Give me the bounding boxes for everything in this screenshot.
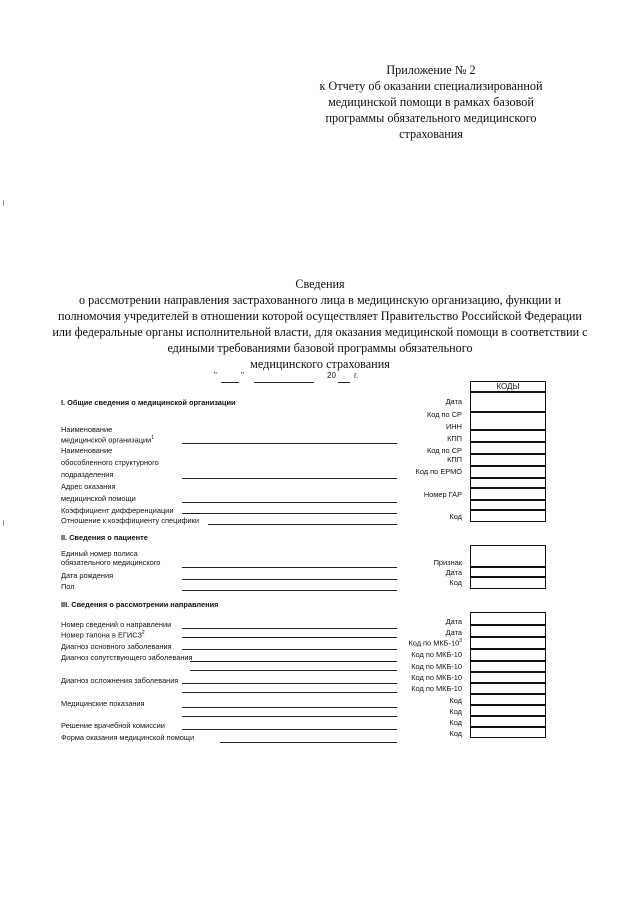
s1-code-label: Код по ЕРМО (415, 467, 462, 476)
document-title (40, 276, 600, 372)
scan-edge-mark (3, 520, 4, 526)
s1-code-cell[interactable] (470, 392, 546, 412)
s2-code-label: Дата (445, 568, 462, 577)
s3-code-label: Код по МКБ-10 (411, 673, 462, 682)
appendix-line-4: программы обязательного медицинского (325, 111, 537, 125)
s3-code-cell[interactable] (470, 637, 546, 649)
s3-code-cell[interactable] (470, 625, 546, 637)
diag-main-field[interactable] (182, 649, 397, 650)
s3-code-label: Дата (445, 617, 462, 626)
title-line-1: о рассмотрении направления застрахованного лица в медицинскую организацию, функции и (79, 293, 561, 307)
s3-code-cell[interactable] (470, 649, 546, 661)
coef-rel-field[interactable] (208, 524, 397, 525)
s1-code-label: Код по СР (426, 410, 462, 419)
s1-code-label: Номер ГАР (423, 490, 462, 499)
coef-field[interactable] (182, 513, 397, 514)
s3-code-label: Дата (445, 628, 462, 637)
policy-label-2: обязательного медицинского (61, 558, 161, 567)
s2-code-cell[interactable] (470, 567, 546, 577)
s3-code-label: Код по МКБ-$10^3$ (408, 638, 462, 648)
s3-code-label: Код по МКБ-10 (411, 662, 462, 671)
appendix-line-5: страхования (399, 127, 463, 141)
s1-code-cell[interactable] (470, 500, 546, 510)
s3-code-cell[interactable] (470, 694, 546, 705)
birth-field[interactable] (182, 579, 397, 580)
appendix-line-3: медицинской помощи в рамках базовой (328, 95, 534, 109)
scan-edge-mark (3, 200, 4, 206)
s1-code-cell[interactable] (470, 412, 546, 430)
s3-code-label: Код по МКБ-10 (411, 684, 462, 693)
commission-field[interactable] (182, 729, 397, 730)
date-day-field[interactable] (221, 382, 239, 383)
form-label: Форма оказания медицинской помощи (61, 733, 195, 742)
date-year-suffix: г. (354, 371, 359, 380)
s3-code-label: Код (449, 707, 462, 716)
s1-code-cell[interactable] (470, 488, 546, 500)
coef-label: Коэффициент дифференциации (61, 506, 174, 515)
title-heading: Сведения (295, 277, 345, 291)
indications-field[interactable] (182, 707, 397, 708)
indications-label: Медицинские показания (61, 699, 145, 708)
diag-concomitant-field[interactable] (190, 661, 397, 662)
sex-label: Пол (61, 582, 75, 591)
s3-code-cell[interactable] (470, 661, 546, 672)
coef-rel-label: Отношение к коэффициенту специфики (61, 516, 200, 525)
s3-code-cell[interactable] (470, 672, 546, 683)
s3-code-cell[interactable] (470, 716, 546, 727)
ticket-field[interactable] (182, 637, 397, 638)
date-year-prefix: 20 (327, 371, 336, 380)
sub-name-field[interactable] (182, 478, 397, 479)
policy-field[interactable] (182, 567, 397, 568)
date-year-field[interactable] (338, 382, 350, 383)
policy-label-1: Единый номер полиса (61, 549, 138, 558)
s1-code-cell[interactable] (470, 430, 546, 442)
title-line-2: полномочия учредителей в отношении которой осуществляет Правительство Российской Федерации (58, 309, 582, 323)
section-2-title: II. Сведения о пациенте (61, 533, 148, 542)
s3-code-cell[interactable] (470, 612, 546, 625)
diag-concomitant-label: Диагноз сопутствующего заболевания (61, 653, 193, 662)
s1-code-label: ИНН (446, 422, 462, 431)
form-field[interactable] (220, 742, 397, 743)
s1-code-cell[interactable] (470, 442, 546, 454)
s3-code-cell[interactable] (470, 727, 546, 738)
s3-code-label: Код по МКБ-10 (411, 650, 462, 659)
s1-code-label: КПП (447, 434, 462, 443)
s1-code-cell[interactable] (470, 510, 546, 522)
diag-complication-label: Диагноз осложнения заболевания (61, 676, 179, 685)
org-name-field[interactable] (182, 443, 397, 444)
s1-code-cell[interactable] (470, 478, 546, 488)
sub-name-label-3: подразделения (61, 470, 114, 479)
s3-code-label: Код (449, 696, 462, 705)
s2-code-cell[interactable] (470, 577, 546, 589)
appendix-note (306, 62, 556, 142)
section-1-title: I. Общие сведения о медицинской организации (61, 398, 236, 407)
address-label-1: Адрес оказания (61, 482, 116, 491)
s3-code-label: Код (449, 718, 462, 727)
appendix-line-2: к Отчету об оказании специализированной (319, 79, 543, 93)
s1-code-cell[interactable] (470, 466, 546, 478)
s1-code-label: КПП (447, 455, 462, 464)
date-close-quote: " (241, 371, 244, 380)
s3-code-label: Код (449, 729, 462, 738)
diag-complication-field-extra[interactable] (182, 692, 397, 693)
s1-code-label: Код по СР (426, 446, 462, 455)
title-line-3: или федеральные органы исполнительной власти, для оказания медицинской помощи в соответствии с (52, 325, 588, 339)
date-open-quote: " (214, 371, 217, 380)
s2-code-label: Код (449, 578, 462, 587)
birth-label: Дата рождения (61, 571, 114, 580)
section-3-title: III. Сведения о рассмотрении направления (61, 600, 219, 609)
diag-main-label: Диагноз основного заболевания (61, 642, 172, 651)
address-field[interactable] (182, 502, 397, 503)
title-line-5: медицинского страхования (250, 357, 390, 371)
s3-code-cell[interactable] (470, 683, 546, 694)
sub-name-label-2: обособленного структурного (61, 458, 159, 467)
sex-field[interactable] (182, 590, 397, 591)
appendix-line-1: Приложение № 2 (386, 63, 476, 77)
address-label-2: медицинской помощи (61, 494, 136, 503)
diag-complication-field[interactable] (182, 683, 397, 684)
diag-concomitant-field-extra[interactable] (190, 670, 397, 671)
s3-code-cell[interactable] (470, 705, 546, 716)
s1-code-cell[interactable] (470, 454, 546, 466)
org-name-label-1: Наименование (61, 425, 113, 434)
s2-code-cell[interactable] (470, 545, 546, 567)
s1-code-label: Код (449, 512, 462, 521)
ticket-label: Номер талона в ЕГИСЗ$^2$ (61, 630, 145, 640)
codes-header: КОДЫ (470, 381, 546, 392)
s2-code-label: Признак (433, 558, 462, 567)
number-label: Номер сведений о направлении (61, 620, 172, 629)
s1-code-label: Дата (445, 397, 462, 406)
date-month-field[interactable] (254, 382, 314, 383)
commission-label: Решение врачебной комиссии (61, 721, 165, 730)
sub-name-label-1: Наименование (61, 446, 113, 455)
org-name-label-2: медицинской организации$^1$ (61, 435, 155, 445)
title-line-4: едиными требованиями базовой программы обязательного (167, 341, 473, 355)
number-field[interactable] (182, 628, 397, 629)
indications-field-extra[interactable] (182, 716, 397, 717)
